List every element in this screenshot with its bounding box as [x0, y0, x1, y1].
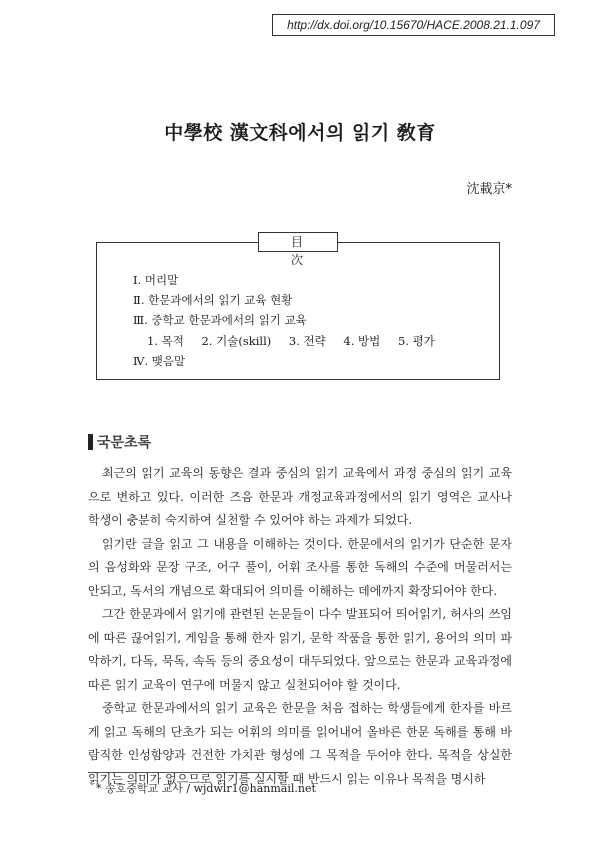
footnote-divider — [88, 772, 288, 773]
toc-label: 目 次 — [258, 232, 338, 252]
abstract-heading-text: 국문초록 — [97, 435, 152, 451]
heading-bar-icon — [88, 434, 93, 450]
table-of-contents — [96, 235, 500, 380]
toc-subitem: 4. 방법 — [343, 334, 381, 348]
paper-title: 中學校 漢文科에서의 읽기 敎育 — [164, 122, 436, 144]
abstract-heading — [88, 432, 151, 452]
abstract-paragraph: 읽기란 글을 읽고 그 내용을 이해하는 것이다. 한문에서의 읽기가 단순한 문자의 음성화와 문장 구조, 어구 풀이, 어휘 조사를 통한 독해의 수준에 머물러서는 안되고, 독서의 개념으로 확대되어 의미를 이해하는 데에까지 확장되어야 한다. — [88, 536, 512, 598]
author-footnote: * 송호중학교 교사 / wjdwlr1@hanmail.net — [96, 782, 316, 795]
toc-subitem: 3. 전략 — [288, 334, 326, 348]
doi-link[interactable]: http://dx.doi.org/10.15670/HACE.2008.21.1.097 — [272, 14, 555, 36]
toc-item: Ⅱ. 한문과에서의 읽기 교육 현황 — [133, 293, 293, 307]
toc-item: Ⅲ. 중학교 한문과에서의 읽기 교육 — [133, 313, 307, 327]
toc-item: Ⅰ. 머리말 — [133, 273, 179, 287]
author-name: 沈載京* — [466, 182, 512, 197]
toc-subitem: 5. 평가 — [397, 334, 435, 348]
toc-subitem: 1. 목적 — [147, 334, 184, 348]
toc-subitems — [147, 334, 449, 348]
abstract-body — [88, 462, 512, 791]
toc-subitem: 2. 기술(skill) — [201, 334, 272, 348]
toc-item: Ⅳ. 맺음말 — [133, 354, 186, 368]
abstract-paragraph: 중학교 한문과에서의 읽기 교육은 한문을 처음 접하는 학생들에게 한자를 바르게 읽고 독해의 단초가 되는 어휘의 의미를 읽어내어 올바른 한문 독해를 통해 바람직한 인성함양과 건전한 가치관 형성에 그 목적을 두어야 한다. 목적을 상실한 읽기는 의미가 없으므로 읽기를 실시할 때 반드시 읽는 이유나 목적을 명시하 — [88, 701, 512, 786]
abstract-paragraph: 그간 한문과에서 읽기에 관련된 논문들이 다수 발표되어 띄어읽기, 허사의 쓰임에 따른 끊어읽기, 게임을 통해 한자 읽기, 문학 작품을 통한 읽기, 용어의 의미 파악하기, 다독, 묵독, 속독 등의 중요성이 대두되었다. 앞으로는 한문과 교육과정에 따른 읽기 교육이 연구에 머물지 않고 실천되어야 할 것이다. — [88, 607, 512, 692]
abstract-paragraph: 최근의 읽기 교육의 동향은 결과 중심의 읽기 교육에서 과정 중심의 읽기 교육으로 변하고 있다. 이러한 즈음 한문과 개정교육과정에서의 읽기 영역은 교사나 학생이 충분히 숙지하여 실천할 수 있어야 하는 과제가 되었다. — [88, 466, 512, 527]
